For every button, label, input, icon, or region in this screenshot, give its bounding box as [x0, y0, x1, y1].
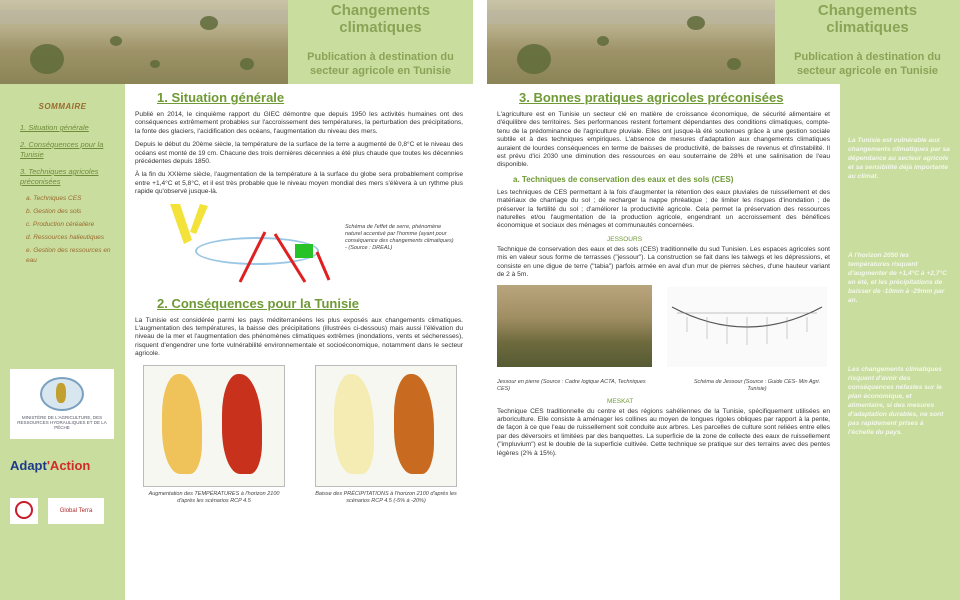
toc-subitem-sols[interactable]: b. Gestion des sols [26, 208, 82, 215]
summary-list [20, 123, 120, 266]
note-horizon-2050: A l'horizon 2050 les températures risquent d'augmenter de +1,4°C à +2,7°C en été, et les précipitations de baisser de -10mm à -29mm par an. [848, 252, 947, 304]
precipitation-map-caption: Baisse des PRÉCIPITATIONS à l'horizon 2100 d'après les scénarios RCP 4.5 (-5% à -20%) [315, 490, 457, 504]
toc-subitem-cereales[interactable]: c. Production céréalière [26, 221, 95, 228]
toc-subitem-eau[interactable]: e. Gestion des ressources en eau [26, 247, 111, 264]
paragraph-temperature: Depuis le début du 20ème siècle, la température de la surface de la terre a augmenté de 0,8°C et le niveau des océans est monté de 19 cm. Chacune des trois dernières décennies a été plus chaude que toutes les décennies précédentes depuis 1850. [135, 141, 463, 166]
tag-jessours: JESSOURS [607, 235, 643, 243]
page-gutter [473, 0, 487, 600]
ministry-emblem-icon [40, 377, 84, 411]
page-subtitle-2: Publication à destination du secteur agricole en Tunisie [794, 51, 941, 77]
paragraph-agriculture: L'agriculture est en Tunisie un secteur clé en matière de croissance économique, de sécurité alimentaire et d'équilibre des territoires. Ses performances restent fortement dépendantes des conditions climatiques, compte-tenu de la prédominance de l'agriculture pluviale. Elles ont jusque-là été soutenues grâce à une gestion sociale subtile et à des techniques empiriques. L'absence de mesures d'adaptation aux changements climatiques auraient de lourdes conséquences en terme de baisses de productivité, de baisses de revenus et d'instabilité. Il est prévu d'ici 2030 une diminution des ressources en eau souterraine de 28% et une salinisation de l'eau disponible. [497, 111, 830, 169]
header-landscape-photo [0, 0, 288, 84]
map-precipitation-high [394, 374, 434, 474]
toc-item-consequences[interactable]: 2. Conséquences pour la Tunisie [20, 140, 104, 159]
ministry-logo [10, 369, 114, 439]
climate-maps [135, 365, 463, 525]
tag-meskat: MESKAT [607, 397, 634, 405]
heat-arrows-icon [225, 222, 335, 286]
header-title-block-2 [775, 0, 960, 84]
header-landscape-photo-2 [487, 0, 775, 84]
section-title-bonnes-pratiques: 3. Bonnes pratiques agricoles préconisées [519, 90, 784, 105]
header-title-block [288, 0, 473, 84]
paragraph-projection: À la fin du XXIème siècle, l'augmentation de la température à la surface du globe sera probablement comprise entre +1,4°C et 5,8°C, et il est très probable que le niveau moyen mondial des mers s'élèvera à un rythme plus rapide qu'observé jusque-là. [135, 171, 463, 196]
jessour-sketch-icon [667, 287, 827, 367]
toc-subitem-ces[interactable]: a. Techniques CES [26, 195, 82, 202]
ministry-logo-text: MINISTÈRE DE L'AGRICULTURE, DES RESSOURCES HYDRAULIQUES ET DE LA PÊCHE [17, 415, 107, 430]
global-terra-logo: Global Terra [48, 498, 104, 524]
paragraph-giec: Publié en 2014, le cinquième rapport du GIEC démontre que depuis 1950 les activités humaines ont des conséquences extrêmement probables sur l'accroissement des températures, la perturbation des précipitations, la fonte des glaciers, l'acidification des océans, l'augmentation du niveau des mers. [135, 111, 463, 135]
sidebar-summary [0, 84, 125, 600]
map-temperature-high [222, 374, 262, 474]
page-right [487, 0, 960, 600]
jessour-sketch-caption: Schéma de Jessour (Source : Guide CES- Min Agri. Tunisie) [693, 378, 821, 392]
section-title-consequences: 2. Conséquences pour la Tunisie [157, 295, 360, 311]
greenhouse-caption: Schéma de l'effet de serre, phénomène naturel accentué par l'homme (ayant pour conséquence des changements climatiques) - (Source : DREAL) [345, 223, 454, 251]
map-precipitation-low [334, 374, 374, 474]
main-content-page1 [125, 84, 473, 600]
section-title-situation: 1. Situation générale [157, 90, 285, 105]
toc-item-techniques[interactable]: 3. Techniques agricoles préconisées [20, 167, 99, 186]
page-title-2: Changements climatiques [817, 2, 918, 36]
paragraph-jessours: Technique de conservation des eaux et des sols (CES) traditionnelle du sud Tunisien. Les espaces agricoles sont mis en valeur sous forme de terrasses ("jessour"). La construction se fait dans les talwegs et les dépressions, et consiste en une digue de terre ("tabia") parfois armée en aval d'un mur de pierres sèches, d'une hauteur variant de 2 à 5m. [497, 245, 830, 279]
temperature-map-caption: Augmentation des TEMPÉRATURES à l'horizon 2100 d'après les scénarios RCP 4.5 [148, 490, 280, 504]
main-content-page2 [487, 84, 840, 600]
toc-item-situation[interactable]: 1. Situation générale [20, 123, 89, 132]
page-left [0, 0, 473, 600]
temperature-maps [143, 365, 285, 487]
partner-logo-icon [10, 498, 38, 524]
summary-heading: SOMMAIRE [38, 102, 87, 111]
jessour-photo-caption: Jessour en pierre (Source : Cadre logique ACTA, Techniques CES) [497, 378, 646, 392]
note-vulnerabilite: La Tunisie est vulnérable aux changements climatiques par sa dépendance au secteur agricole et sa sensibilité déjà importante au climat. [848, 137, 950, 180]
toc-subitem-halieutiques[interactable]: d. Ressources halieutiques [26, 234, 105, 241]
adaptaction-logo: Adapt'Action [10, 458, 91, 473]
greenhouse-diagram [135, 202, 463, 290]
page-title: Changements climatiques [330, 2, 431, 36]
note-consequences: Les changements climatiques risquent d'avoir des conséquences néfastes sur le plan économique, et alimentaire, si des mesures d'adaptation durables, ne sont pas rapidement prises à l'échelle du pays. [848, 366, 944, 436]
precipitation-maps [315, 365, 457, 487]
paragraph-tunisie-vulnerabilite: La Tunisie est considérée parmi les pays méditerranéens les plus exposés aux changements climatiques. L'augmentation des températures, la baisse des précipitations (illustrées ci-dessous) mais aussi l'élévation du niveau de la mer et l'augmentation des phénomènes climatiques extrêmes (inondations, vents et sécheresses), risquent d'engendrer une forte vulnérabilité environnementale et socioéconomique, notamment dans le secteur agricole. [135, 316, 463, 358]
map-temperature-low [162, 374, 202, 474]
page-subtitle: Publication à destination du secteur agricole en Tunisie [307, 51, 454, 77]
jessour-photo [497, 285, 652, 367]
sidebar-notes [840, 84, 960, 600]
subsection-title-ces: a. Techniques de conservation des eaux et des sols (CES) [513, 174, 734, 184]
paragraph-meskat: Technique CES traditionnelle du centre et des régions sahéliennes de la Tunisie, spécifiquement utilisées en arboriculture. Elle consiste à aménager les collines au moyen de longues rigoles obliques par rapport à la pente, de façon à ce que l'eau de ruissellement soit conduite aux arbres. Les parcelles de culture sont reliées entre elles par des déversoirs et limitées par des banquettes. La superficie de la zone de collecte des eaux de ruissellement ("impluvium") est le double de la superficie cultivée. Cette technique se pratique sur des terrains avec des pentes légères (2% à 15%). [497, 407, 830, 457]
jessour-figures [497, 285, 830, 377]
sun-rays-icon [170, 204, 210, 249]
paragraph-ces: Les techniques de CES permettant à la fois d'augmenter la rétention des eaux pluviales de ruissellement et des matériaux de charriage du sol ; de recharger la nappe phréatique ; de limiter les risques d'inondation ; de préserver la fertilité du sol ; d'améliorer la productivité agricole. Cela permet la préservation des ressources naturelles et/ou l'augmentation de la production agricole, engendrant un accroissement des bénéfices économique et sociaux des ménages et communautés concernées. [497, 188, 830, 230]
